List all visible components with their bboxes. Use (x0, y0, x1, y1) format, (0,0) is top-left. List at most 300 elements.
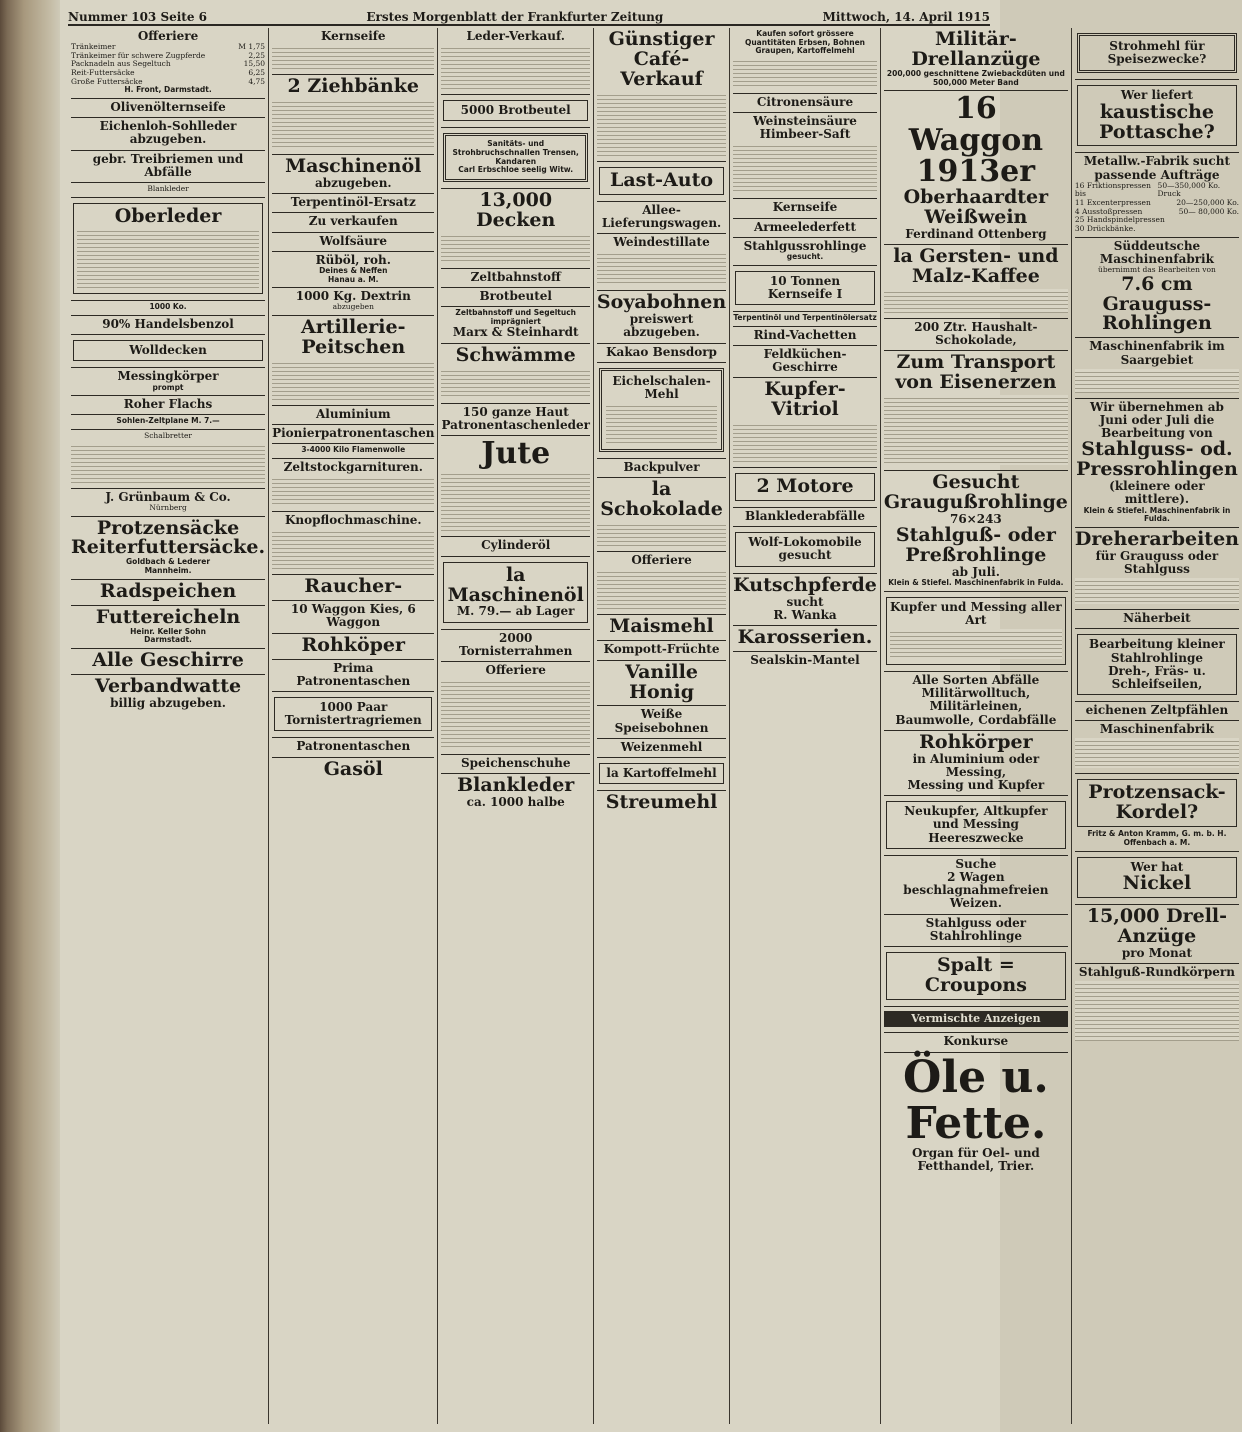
ad-title: 2 Ziehbänke (287, 75, 420, 98)
ad-advertiser: Goldbach & Lederer (126, 557, 211, 567)
ad-title: Rohköper (301, 633, 406, 656)
ad-size: 76×243 (949, 511, 1002, 526)
ad-title: Weizenmehl (620, 739, 703, 754)
ad-title: 15,000 Drell-Anzüge (1086, 904, 1228, 947)
ad-spalt (884, 947, 1068, 1007)
ad-ruboel (272, 252, 434, 288)
column-3 (438, 28, 593, 1424)
ad-title: 10 Waggon Kies, 6 Waggon (290, 602, 416, 630)
ad-title: Wer hat (1130, 859, 1184, 874)
ad-body-text (1075, 578, 1239, 604)
ad-title: Süddeutsche Maschinenfabrik (1099, 238, 1214, 266)
ad-rohkoerper (884, 731, 1068, 797)
ad-subtitle: Dreh-, Fräs- u. Schleifseilen, (1108, 663, 1206, 691)
ad-pionier (272, 425, 434, 444)
ad-title: Stahlgussrohlinge (743, 238, 867, 253)
ad-title: la Kartoffelmehl (606, 766, 717, 780)
ad-title: Weindestillate (613, 235, 710, 250)
ad-body-text (597, 92, 726, 156)
ad-body-text (1075, 369, 1239, 393)
ad-futtereicheln (71, 606, 265, 649)
column-2 (269, 28, 438, 1424)
ad-title: Weinsteinsäure (753, 114, 857, 129)
ad-advertiser: Marx & Steinhardt (452, 325, 579, 340)
ad-title: Brotbeutel (479, 288, 552, 303)
ad-title: Alle Geschirre (92, 648, 244, 671)
ad-gruenbaum (71, 489, 265, 517)
ad-1000-ko (71, 301, 265, 316)
ad-title: Armeelederfett (753, 219, 857, 234)
ad-bohnen (733, 28, 877, 94)
ad-raucher (272, 575, 434, 601)
ad-subtitle: in Aluminium oder Messing, (912, 751, 1040, 779)
ad-kakao (597, 344, 726, 363)
ad-title: Sanitäts- und Strohbruchschnallen Trensen, Kandaren (452, 139, 579, 166)
ad-city: Mannheim. (144, 566, 192, 575)
ad-blankleder (71, 183, 265, 198)
ad-title: Offeriere (631, 553, 692, 568)
ad-title: gebr. Treibriemen und Abfälle (92, 151, 244, 179)
ad-subtitle: abzugeben (332, 302, 374, 312)
ad-title: Schalbretter (144, 431, 192, 441)
ad-neukupfer (884, 796, 1068, 856)
ad-title: la Gersten- und Malz-Kaffee (893, 244, 1059, 287)
ad-weizen (884, 856, 1068, 915)
ad-title: Verbandwatte (94, 674, 242, 697)
ad-weizenmehl (597, 739, 726, 758)
ad-maismehl (597, 615, 726, 641)
ad-cafe (597, 28, 726, 162)
ad-leder-verkauf (441, 28, 589, 95)
ad-columns (68, 28, 1239, 1424)
ad-subtitle: Stahlguss- od. Pressrohlingen (1076, 438, 1238, 481)
ad-kernseife (272, 28, 434, 75)
ad-subtitle: prompt (152, 382, 184, 392)
ad-title: Zeltstockgarnituren. (283, 459, 423, 474)
ad-protzensaecke (71, 517, 265, 580)
ad-zeltstock (272, 459, 434, 512)
book-binding (0, 0, 60, 1432)
ad-title: Rind-Vachetten (753, 327, 857, 342)
newspaper-page (60, 0, 1239, 1432)
ad-vanille-honig (597, 661, 726, 707)
ad-haushalt-schokolade (884, 319, 1068, 351)
ad-1000-paar (272, 692, 434, 738)
ad-wolldecken (71, 335, 265, 368)
ad-flachs (71, 396, 265, 415)
ad-title: Kupfer und Messing aller Art (890, 599, 1062, 627)
ad-title: Allee-Lieferungswagen. (601, 202, 722, 230)
ad-title: 200 Ztr. Haushalt-Schokolade, (914, 319, 1038, 347)
ad-kupfervitriol (733, 378, 877, 468)
ad-subtitle: pro Monat (1121, 945, 1193, 960)
ad-price: M. 79.— ab Lager (456, 604, 575, 619)
ad-title: Patronentaschen (296, 739, 411, 754)
ad-title: Soyabohnen (596, 291, 727, 314)
ad-title: Protzensäcke (96, 516, 240, 539)
ad-advertiser: Deines & Neffen (319, 266, 388, 275)
ad-olivenoel (71, 99, 265, 118)
ad-geschirre (71, 649, 265, 675)
ad-eisenerz (884, 351, 1068, 471)
ad-eichenloh (71, 118, 265, 150)
ad-title: Metallw.-Fabrik sucht passende Aufträge (1083, 154, 1230, 182)
ad-body-text (597, 522, 726, 546)
ad-title: Kupfer-Vitriol (764, 378, 846, 421)
ad-title: Zeltbahnstoff (470, 269, 561, 284)
ad-subtitle: Oberhaardter Weißwein (903, 185, 1049, 228)
ad-title: Karosserien. (737, 625, 873, 648)
ad-title: 150 ganze Haut (462, 404, 569, 419)
ad-body-text (272, 99, 434, 149)
ad-title: 13,000 Decken (476, 188, 556, 231)
ad-title: Artillerie-Peitschen (301, 316, 406, 358)
ad-sueddeutsche (1075, 238, 1239, 339)
ad-kutschpferde (733, 574, 877, 626)
ad-body-text (733, 58, 877, 88)
ad-subtitle: abzugeben. (314, 176, 392, 191)
ad-title: Zum Transport von Eisenerzen (895, 350, 1057, 393)
ad-subtitle: Reiterfuttersäcke. (71, 536, 266, 559)
ad-title: Kompott-Früchte (603, 642, 720, 657)
ad-title: Öle u. Fette. (903, 1051, 1049, 1149)
ad-body-text (884, 289, 1068, 313)
ad-aluminium (272, 406, 434, 425)
ad-subtitle: übernimmt das Bearbeiten von (1097, 264, 1216, 274)
ad-motoren (733, 468, 877, 508)
ad-title: Maschinenöl (285, 155, 422, 178)
ad-kompott (597, 641, 726, 660)
ad-title: Günstiger Café-Verkauf (608, 28, 715, 90)
ad-title: Wir übernehmen ab Juni oder Juli die Bearbeitung von (1089, 399, 1224, 441)
ad-body-text (441, 471, 589, 531)
ad-advertiser: R. Wanka (773, 607, 837, 622)
ad-pressrohlinge (1075, 399, 1239, 528)
ad-title: Speichenschuhe (460, 756, 571, 771)
ad-title: Olivenölternseife (110, 99, 226, 114)
ad-city: Offenbach a. M. (1123, 837, 1191, 847)
column-1 (68, 28, 269, 1424)
ad-title: Leder-Verkauf. (466, 29, 565, 43)
section-heading: Vermischte Anzeigen (884, 1011, 1068, 1028)
ad-subtitle: Heereszwecke (928, 830, 1024, 845)
ad-subtitle: Patronentaschen (296, 673, 411, 688)
column-6 (881, 28, 1072, 1424)
ad-title: 10 Tonnen (769, 273, 841, 288)
ad-title: Wolfsäure (319, 233, 387, 248)
ad-feldkuechen (733, 346, 877, 378)
ad-treibriemen (71, 151, 265, 183)
ad-stahlguss (884, 915, 1068, 947)
ad-kartoffelmehl (597, 758, 726, 791)
ad-title: Vanille (625, 660, 698, 683)
column-5 (730, 28, 881, 1424)
ad-messing (71, 368, 265, 396)
ad-title: Protzensack-Kordel? (1088, 781, 1226, 824)
ad-offeriere (441, 662, 589, 755)
ad-weindestillate (597, 234, 726, 291)
ad-decken (441, 189, 589, 269)
ad-knopflochmaschine (272, 512, 434, 575)
ad-weinsteinsaeure (733, 113, 877, 199)
ad-body-text (441, 45, 589, 89)
ad-title: Bearbeitung kleiner Stahlrohlinge (1089, 637, 1225, 665)
ad-title: Terpentinöl-Ersatz (290, 195, 416, 210)
ad-dreherarbeiten (1075, 528, 1239, 610)
ad-lastauto (597, 162, 726, 202)
ad-title: Gasöl (323, 757, 383, 780)
ad-tornisterrahmen (441, 630, 589, 662)
ad-subtitle: ca. 1000 halbe (466, 795, 565, 810)
ad-subtitle: 200,000 geschnittene Zwiebackdüten und 500,000 Meter Band (886, 68, 1065, 87)
ad-title: Aluminium (315, 406, 391, 421)
ad-title: Terpentinöl und Terpentinölersatz (733, 313, 877, 322)
ad-body-text (597, 569, 726, 609)
ad-title: Jute (481, 435, 551, 471)
ad-body-text (733, 422, 877, 462)
ad-subtitle: Patronentaschenleder (441, 417, 590, 432)
ad-subtitle: billig abzugeben. (110, 695, 226, 710)
ad-verbandwatte (71, 675, 265, 713)
ad-title: Offeriere (137, 29, 199, 43)
ad-title: Kutschpferde (733, 573, 877, 596)
ad-weisswein (884, 91, 1068, 245)
ad-advertiser: Heinr. Keller Sohn (130, 626, 206, 636)
ad-schwaemme (441, 344, 589, 404)
ad-item: Baumwolle, Cordabfälle (895, 712, 1057, 727)
ad-offeriere (597, 552, 726, 615)
ad-oele-fette (884, 1053, 1068, 1177)
ad-advertiser: Klein & Stiefel. Maschinenfabrik in Fulda. (888, 577, 1064, 587)
ad-armeeleder (733, 219, 877, 238)
ad-title: Offeriere (485, 663, 546, 677)
ad-title: Futtereicheln (95, 605, 241, 628)
ad-flamenwolle (272, 444, 434, 459)
ad-stahlguss-rundkoerper (1075, 964, 1239, 1046)
ad-title: 3-4000 Kilo Flamenwolle (301, 445, 406, 455)
ad-title: Militär-Drellanzüge (911, 28, 1041, 70)
ad-title: Kaufen sofort grössere Quantitäten Erbsen, Bohnen Graupen, Kartoffelmehl (744, 29, 866, 56)
ad-subtitle: für Grauguss oder Stahlguss (1095, 548, 1219, 576)
ad-title: Dreherarbeiten (1074, 527, 1239, 550)
ad-title: 16 Waggon (908, 91, 1044, 158)
ad-blankleder (441, 774, 589, 812)
ad-title: Konkurse (943, 1034, 1009, 1049)
ad-blankleder (733, 508, 877, 527)
ad-drell (884, 28, 1068, 91)
ad-malzkaffee (884, 245, 1068, 319)
ad-title: Streumehl (605, 791, 718, 814)
ad-subtitle: Honig (629, 680, 695, 703)
ad-sanitaets (441, 128, 589, 189)
list-item: Reit-Futtersäcke 6,25 (71, 68, 266, 78)
ad-drell-anzuege (1075, 905, 1239, 964)
list-item: 30 Drückbänke. (1074, 223, 1136, 233)
ad-brotbeutel (441, 95, 589, 128)
ad-schalbretter (71, 430, 265, 489)
ad-konkurse (884, 1033, 1068, 1052)
ad-lokomobile (733, 527, 877, 573)
ad-body-text (890, 629, 1062, 659)
ad-body-text (272, 45, 434, 69)
ad-segeltuch (441, 307, 589, 343)
ad-haut (441, 404, 589, 436)
ad-body-text (1075, 738, 1239, 768)
ad-pottasche (1075, 80, 1239, 153)
ad-title: Spalt = Croupons (924, 953, 1027, 996)
ad-backpulver (597, 459, 726, 478)
issue-number: Nummer 103 Seite 6 (68, 10, 208, 24)
ad-body-text (441, 233, 589, 263)
ad-graugussrohlinge (884, 471, 1068, 592)
ad-title: Kernseife (320, 29, 386, 43)
ad-title: Strohmehl für Speisezwecke? (1107, 39, 1207, 67)
ad-subtitle: kaustische Pottasche? (1099, 100, 1215, 143)
ad-subtitle: gesucht. (786, 252, 824, 261)
ad-nickel (1075, 852, 1239, 905)
ad-title: Prima (333, 660, 374, 675)
column-4 (594, 28, 730, 1424)
ad-title: Feldküchen-Geschirre (763, 346, 847, 374)
ad-title: Sealskin-Mantel (750, 652, 860, 667)
ad-title: 2 Motore (756, 475, 854, 498)
ad-title: 1000 Paar (319, 699, 388, 714)
ad-streumehl (597, 791, 726, 816)
ad-body-text (606, 403, 717, 443)
ad-title: Schwämme (455, 343, 576, 366)
masthead: Erstes Morgenblatt der Frankfurter Zeitung (366, 10, 664, 24)
ad-body-text (71, 443, 265, 483)
ad-subtitle: abzugeben. (129, 132, 207, 147)
ad-advertiser: Carl Erbschloe seelig Witw. (458, 165, 574, 175)
ad-body-text (272, 529, 434, 569)
ad-lieferwagen (597, 202, 726, 234)
ad-subtitle: Militärwolltuch, Militärleinen, (921, 686, 1031, 714)
ad-title: Kernseife (772, 200, 838, 215)
ad-zeltplane (71, 415, 265, 430)
ad-gasoel (272, 758, 434, 783)
ad-subtitle: 2 Wagen beschlagnahmefreien Weizen. (903, 869, 1049, 911)
ad-dextrin (272, 288, 434, 316)
ad-title: eichenen Zeltpfählen (1085, 703, 1229, 718)
ad-title: 2000 Tornisterrahmen (459, 630, 573, 658)
ad-advertiser: J. Grünbaum & Co. (105, 489, 231, 504)
ad-body-text (272, 476, 434, 506)
list-item: 4 Ausstoßpressen 50— 80,000 Ko. (1074, 206, 1239, 216)
ad-title: Oberleder (114, 204, 222, 227)
ad-zu-verkaufen (272, 213, 434, 232)
ad-title: 1000 Ko. (149, 302, 187, 312)
ad-body-text (441, 368, 589, 398)
ad-wolfsaeure (272, 233, 434, 252)
ad-body-text (441, 679, 589, 749)
ad-advertiser: H. Front, Darmstadt. (124, 85, 212, 95)
ad-title: Maschinenfabrik (1099, 722, 1214, 737)
list-item: 25 Handspindelpressen (1074, 215, 1165, 225)
ad-terpentin (272, 194, 434, 213)
ad-title: Eichenloh-Sohlleder (99, 119, 237, 134)
ad-brotbeutel-2 (441, 288, 589, 307)
ad-maschinenoel (441, 557, 589, 630)
ad-title: Cylinderöl (481, 538, 551, 553)
ad-title: Näherbeit (1123, 611, 1191, 626)
ad-oberleder (71, 198, 265, 302)
list-item: Große Futtersäcke 4,75 (71, 76, 266, 86)
ad-title: Maschinenfabrik im Saargebiet (1089, 339, 1225, 367)
ad-advertiser: Ferdinand Ottenberg (905, 226, 1047, 241)
ad-subtitle: Nickel (1122, 871, 1192, 894)
ad-schokolade (597, 478, 726, 552)
ad-sealskin (733, 652, 877, 670)
ad-title: Weiße Speisebohnen (614, 707, 709, 735)
ad-title: Eichelschalen-Mehl (612, 373, 711, 401)
ad-title: Roher Flachs (123, 397, 213, 412)
section-vermischte (884, 1007, 1068, 1034)
ad-title: Neukupfer, Altkupfer und Messing (904, 804, 1048, 832)
ad-stahlgussrohlinge (733, 238, 877, 266)
ad-title: Rüböl, roh. (315, 252, 391, 267)
ad-title: Blanklederabfälle (745, 509, 865, 523)
ad-title: Wolldecken (129, 343, 207, 358)
ad-rohkoeper (272, 634, 434, 660)
ad-waggon-kies (272, 601, 434, 633)
list-item: Tränkeimer M 1,75 (71, 42, 266, 52)
ad-protzensack (1075, 774, 1239, 851)
ad-body-text (597, 251, 726, 285)
ad-title: Citronensäure (756, 94, 854, 109)
ad-advertiser: Klein & Stiefel. Maschinenfabrik in Fulda. (1083, 505, 1231, 524)
ad-delivery: ab Juli. (951, 564, 1000, 579)
ad-city: Nürnberg (149, 502, 187, 512)
ad-title: 1000 Kg. Dextrin (295, 289, 411, 304)
ad-title: Blankleder (147, 183, 189, 193)
ad-title: Messingkörper (117, 369, 219, 384)
ad-subtitle: Graugußrohlinge (883, 490, 1068, 513)
ad-title: Blankleder (457, 774, 575, 797)
ad-title: Sohlen-Zeltplane M. 7.— (116, 416, 220, 426)
ad-saargebiet (1075, 338, 1239, 398)
ad-citronensaeure (733, 94, 877, 113)
ad-speisebohnen (597, 706, 726, 738)
ad-title: Rohkörper (919, 730, 1033, 753)
ad-terpentin (733, 312, 877, 327)
ad-zeltpfaehle (1075, 702, 1239, 721)
list-item: Tränkeimer für schwere Zugpferde 2,25 (71, 50, 266, 60)
ad-city: Darmstadt. (144, 635, 192, 645)
ad-body-text (1075, 981, 1239, 1041)
ad-subtitle: Organ für Oel- und Fetthandel, Trier. (911, 1145, 1040, 1174)
ad-body-text (733, 143, 877, 193)
ad-abfaelle (884, 672, 1068, 731)
ad-naeherbeit (1075, 610, 1239, 629)
ad-title: 90% Handelsbenzol (102, 317, 234, 332)
ad-soyabohnen (597, 291, 726, 343)
ad-title: Pionierpatronentaschen (272, 426, 435, 441)
ad-subtitle: Himbeer-Saft (759, 127, 851, 142)
ad-offeriere (71, 28, 265, 99)
ad-city: Hanau a. M. (328, 274, 379, 284)
ad-title: 5000 Brotbeutel (460, 103, 571, 118)
ad-title: Wer liefert (1120, 88, 1193, 103)
ad-advertiser: Fritz & Anton Kramm, G. m. b. H. (1087, 829, 1227, 839)
ad-title: Radspeichen (99, 579, 237, 602)
column-7 (1072, 28, 1242, 1424)
ad-title: Kakao Bensdorp (606, 344, 717, 359)
ad-title: Backpulver (623, 460, 700, 475)
ad-title: la Schokolade (600, 478, 723, 521)
ad-title: Zeltbahnstoff und Segeltuch imprägniert (455, 308, 576, 326)
ad-maschinenfabrik (1075, 721, 1239, 774)
